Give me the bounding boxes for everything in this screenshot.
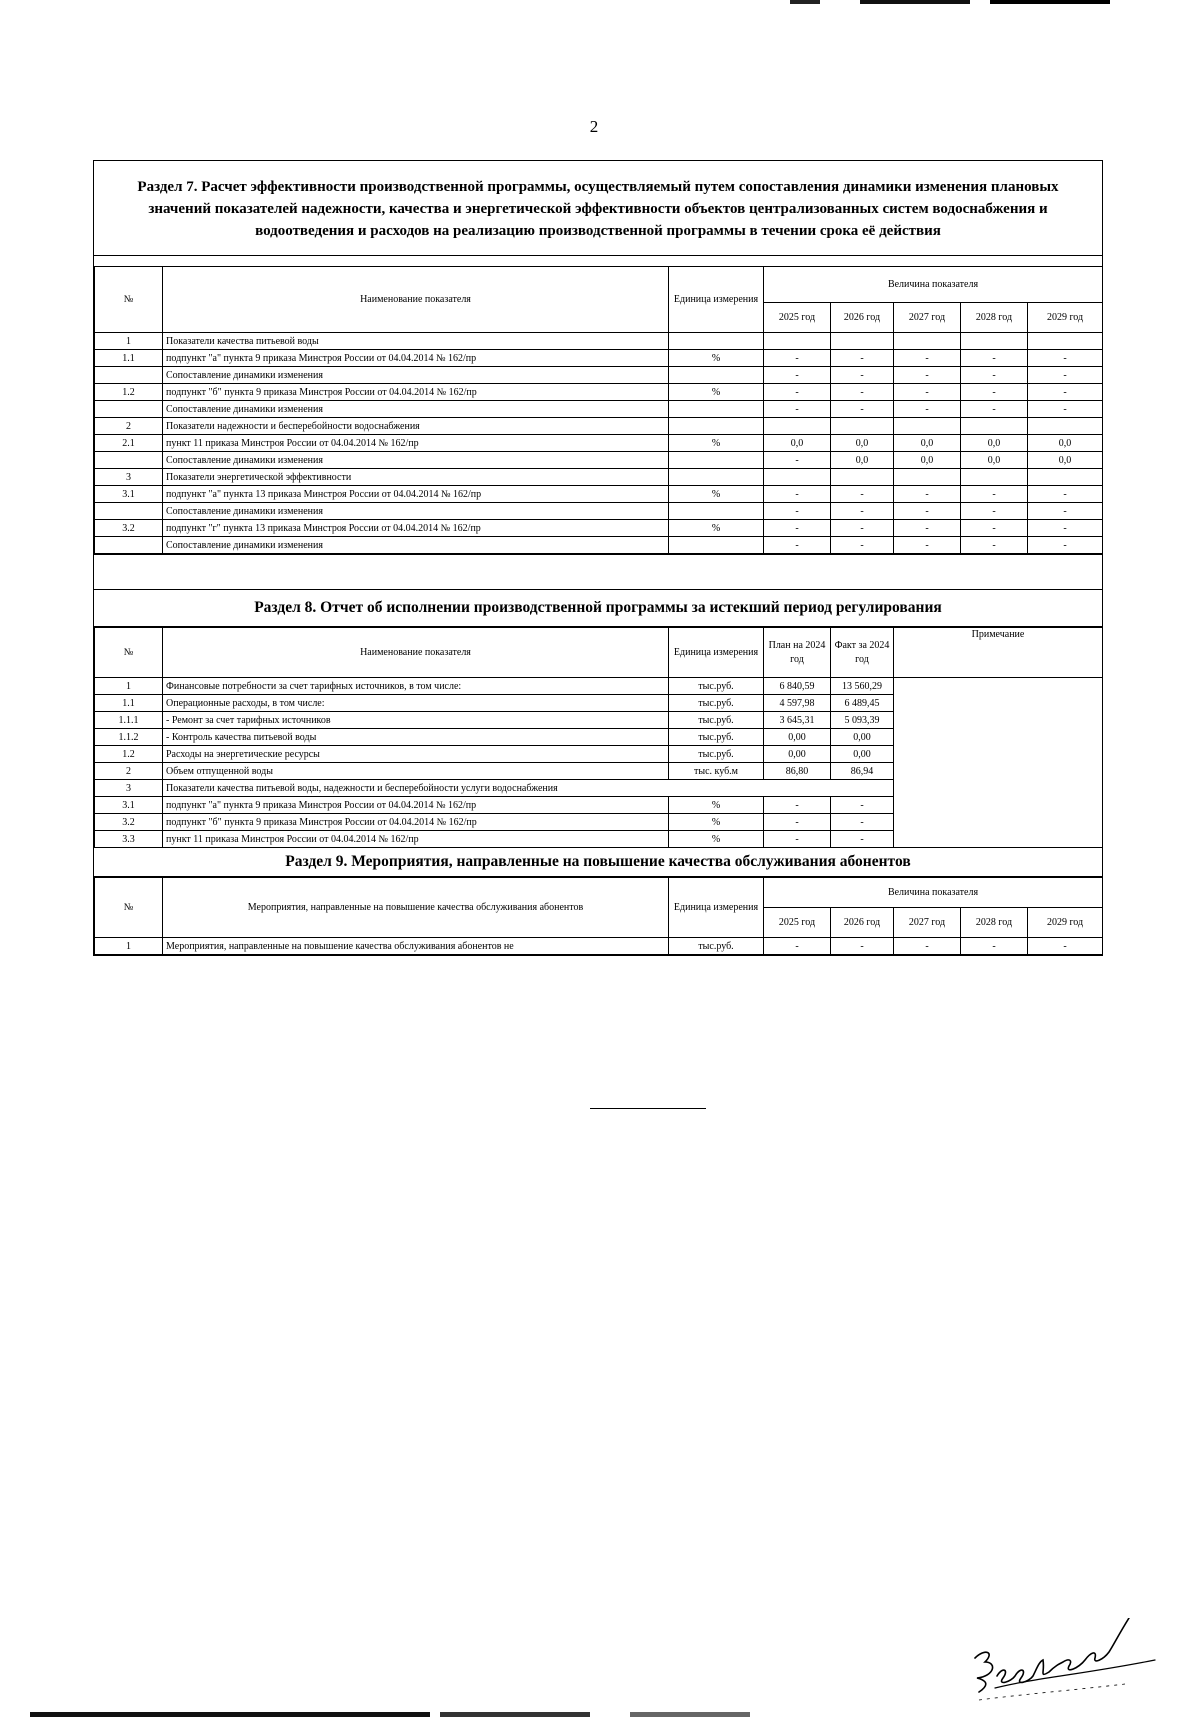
section7-rows — [95, 333, 1103, 554]
row-number — [95, 537, 163, 554]
table-row — [95, 418, 1103, 435]
indicator-name: Сопоставление динамики изменения — [163, 537, 669, 554]
table-row — [95, 537, 1103, 554]
s9-year-3: 2027 год — [894, 908, 961, 938]
value-cell: - — [961, 486, 1028, 503]
row-number: 1 — [95, 678, 163, 695]
row-number: 1.1.1 — [95, 712, 163, 729]
row-number — [95, 367, 163, 384]
value-cell — [961, 418, 1028, 435]
value-cell: 0,0 — [1028, 435, 1103, 452]
row-number: 3.3 — [95, 831, 163, 848]
s8-head-fact: Факт за 2024 год — [831, 628, 894, 678]
value-cell: 0,0 — [894, 452, 961, 469]
s9-head-unit: Единица измерения — [669, 878, 764, 938]
value-cell: - — [831, 520, 894, 537]
measure-name: Мероприятия, направленные на повышение качества обслуживания абонентов не — [163, 938, 669, 955]
row-number: 3 — [95, 469, 163, 486]
value-cell: 0,0 — [831, 452, 894, 469]
value-cell — [1028, 469, 1103, 486]
value-cell — [831, 418, 894, 435]
fact-cell: 0,00 — [831, 746, 894, 763]
note-cell — [894, 678, 1103, 848]
page-number: 2 — [589, 117, 599, 136]
value-cell — [1028, 418, 1103, 435]
value-cell: - — [831, 350, 894, 367]
row-number: 3.2 — [95, 814, 163, 831]
plan-cell: - — [764, 831, 831, 848]
value-cell: - — [961, 401, 1028, 418]
indicator-name: Показатели энергетической эффективности — [163, 469, 669, 486]
value-cell: 0,0 — [894, 435, 961, 452]
s9-head-num: № — [95, 878, 163, 938]
plan-cell: 86,80 — [764, 763, 831, 780]
value-cell: - — [831, 367, 894, 384]
value-cell: - — [764, 350, 831, 367]
value-cell: - — [961, 537, 1028, 554]
value-cell: - — [894, 537, 961, 554]
s7-year-4: 2028 год — [961, 303, 1028, 333]
value-cell: - — [1028, 520, 1103, 537]
indicator-name: Сопоставление динамики изменения — [163, 401, 669, 418]
indicator-name: подпункт "а" пункта 9 приказа Минстроя России от 04.04.2014 № 162/пр — [163, 797, 669, 814]
s7-year-1: 2025 год — [764, 303, 831, 333]
value-cell — [894, 418, 961, 435]
value-cell: - — [961, 938, 1028, 955]
value-cell: 0,0 — [1028, 452, 1103, 469]
unit-cell: тыс.руб. — [669, 938, 764, 955]
value-cell: - — [764, 938, 831, 955]
document-frame — [93, 160, 1103, 956]
indicator-name: подпункт "а" пункта 9 приказа Минстроя России от 04.04.2014 № 162/пр — [163, 350, 669, 367]
section9-rows — [95, 938, 1103, 955]
value-cell: - — [831, 401, 894, 418]
value-cell: - — [831, 503, 894, 520]
value-cell: - — [894, 520, 961, 537]
value-cell: - — [764, 520, 831, 537]
section7-table — [94, 266, 1103, 554]
value-cell: - — [894, 503, 961, 520]
value-cell: - — [894, 401, 961, 418]
row-number: 1.1 — [95, 695, 163, 712]
unit-cell: тыс.руб. — [669, 746, 764, 763]
fact-cell: 6 489,45 — [831, 695, 894, 712]
row-number: 1.2 — [95, 746, 163, 763]
unit-cell — [669, 537, 764, 554]
row-number: 2.1 — [95, 435, 163, 452]
value-cell: - — [894, 938, 961, 955]
separator-line — [590, 1108, 706, 1109]
indicator-name: пункт 11 приказа Минстроя России от 04.04.2014 № 162/пр — [163, 435, 669, 452]
unit-cell: тыс.руб. — [669, 678, 764, 695]
plan-cell: 3 645,31 — [764, 712, 831, 729]
s7-year-3: 2027 год — [894, 303, 961, 333]
scan-artifact-bottom — [30, 1712, 750, 1717]
unit-cell: % — [669, 435, 764, 452]
indicator-name: подпункт "г" пункта 13 приказа Минстроя России от 04.04.2014 № 162/пр — [163, 520, 669, 537]
section8-title: Раздел 8. Отчет об исполнении производственной программы за истекший период регулирования — [94, 589, 1102, 627]
value-cell — [894, 469, 961, 486]
section7-spacer — [94, 554, 1102, 589]
plan-cell: - — [764, 814, 831, 831]
unit-cell: тыс.руб. — [669, 712, 764, 729]
indicator-name: Показатели качества питьевой воды, надежности и бесперебойности услуги водоснабжения — [163, 780, 894, 797]
s8-head-plan: План на 2024 год — [764, 628, 831, 678]
table-row — [95, 452, 1103, 469]
fact-cell: - — [831, 831, 894, 848]
value-cell: 0,0 — [961, 435, 1028, 452]
unit-cell — [669, 469, 764, 486]
value-cell: - — [1028, 503, 1103, 520]
indicator-name: подпункт "б" пункта 9 приказа Минстроя России от 04.04.2014 № 162/пр — [163, 384, 669, 401]
handwritten-signature — [955, 1618, 1185, 1708]
section9-title: Раздел 9. Мероприятия, направленные на повышение качества обслуживания абонентов — [94, 848, 1102, 877]
row-number: 1 — [95, 333, 163, 350]
row-number — [95, 503, 163, 520]
table-row — [95, 350, 1103, 367]
value-cell: - — [1028, 486, 1103, 503]
section8-rows — [95, 678, 1103, 848]
value-cell: - — [764, 537, 831, 554]
row-number: 2 — [95, 763, 163, 780]
value-cell: - — [1028, 401, 1103, 418]
value-cell — [764, 333, 831, 350]
row-number: 3 — [95, 780, 163, 797]
value-cell: - — [831, 486, 894, 503]
value-cell: - — [764, 503, 831, 520]
value-cell — [894, 333, 961, 350]
value-cell: - — [894, 384, 961, 401]
value-cell: - — [764, 401, 831, 418]
s9-year-4: 2028 год — [961, 908, 1028, 938]
plan-cell: - — [764, 797, 831, 814]
value-cell: - — [961, 520, 1028, 537]
indicator-name: - Контроль качества питьевой воды — [163, 729, 669, 746]
value-cell: - — [961, 367, 1028, 384]
table-row — [95, 678, 1103, 695]
value-cell — [764, 418, 831, 435]
value-cell — [764, 469, 831, 486]
value-cell — [831, 333, 894, 350]
value-cell — [961, 333, 1028, 350]
indicator-name: Финансовые потребности за счет тарифных источников, в том числе: — [163, 678, 669, 695]
unit-cell: % — [669, 814, 764, 831]
unit-cell — [669, 333, 764, 350]
table-row — [95, 503, 1103, 520]
s7-head-unit: Единица измерения — [669, 267, 764, 333]
s9-year-2: 2026 год — [831, 908, 894, 938]
unit-cell — [669, 401, 764, 418]
scan-artifact-top — [760, 0, 1110, 4]
plan-cell: 4 597,98 — [764, 695, 831, 712]
row-number: 3.1 — [95, 486, 163, 503]
value-cell: - — [894, 367, 961, 384]
unit-cell: тыс. куб.м — [669, 763, 764, 780]
row-number: 3.2 — [95, 520, 163, 537]
table-row — [95, 486, 1103, 503]
unit-cell — [669, 367, 764, 384]
value-cell: - — [961, 350, 1028, 367]
fact-cell: 86,94 — [831, 763, 894, 780]
row-number — [95, 452, 163, 469]
s7-year-5: 2029 год — [1028, 303, 1103, 333]
s7-head-value: Величина показателя — [764, 267, 1103, 303]
s8-head-note: Примечание — [894, 628, 1103, 678]
indicator-name: Показатели надежности и бесперебойности водоснабжения — [163, 418, 669, 435]
row-number: 1.1 — [95, 350, 163, 367]
value-cell: - — [831, 537, 894, 554]
indicator-name: Сопоставление динамики изменения — [163, 452, 669, 469]
value-cell — [831, 469, 894, 486]
value-cell: - — [764, 486, 831, 503]
row-number: 1 — [95, 938, 163, 955]
value-cell: - — [1028, 537, 1103, 554]
s8-head-unit: Единица измерения — [669, 628, 764, 678]
table-row — [95, 938, 1103, 955]
table-row — [95, 469, 1103, 486]
table-row — [95, 435, 1103, 452]
s7-head-num: № — [95, 267, 163, 333]
value-cell: - — [894, 486, 961, 503]
indicator-name: Расходы на энергетические ресурсы — [163, 746, 669, 763]
indicator-name: - Ремонт за счет тарифных источников — [163, 712, 669, 729]
s8-head-num: № — [95, 628, 163, 678]
table-row — [95, 333, 1103, 350]
section7-title: Раздел 7. Расчет эффективности производственной программы, осуществляемый путем сопоставления динамики изменения плановых значений показателей надежности, качества и энергетической эффективности объектов централизованных систем водоснабжения и водоотведения и расходов на реализацию производственной программы в течении срока её действия — [94, 161, 1102, 256]
value-cell: 0,0 — [831, 435, 894, 452]
plan-cell: 6 840,59 — [764, 678, 831, 695]
s7-year-2: 2026 год — [831, 303, 894, 333]
fact-cell: 13 560,29 — [831, 678, 894, 695]
s8-head-name: Наименование показателя — [163, 628, 669, 678]
plan-cell: 0,00 — [764, 729, 831, 746]
table-row — [95, 384, 1103, 401]
value-cell: 0,0 — [764, 435, 831, 452]
s7-head-name: Наименование показателя — [163, 267, 669, 333]
row-number: 3.1 — [95, 797, 163, 814]
s9-head-name: Мероприятия, направленные на повышение качества обслуживания абонентов — [163, 878, 669, 938]
plan-cell: 0,00 — [764, 746, 831, 763]
row-number: 1.2 — [95, 384, 163, 401]
value-cell: - — [894, 350, 961, 367]
s9-year-5: 2029 год — [1028, 908, 1103, 938]
unit-cell: тыс.руб. — [669, 729, 764, 746]
indicator-name: Показатели качества питьевой воды — [163, 333, 669, 350]
section8-table — [94, 627, 1103, 848]
unit-cell: % — [669, 384, 764, 401]
value-cell — [1028, 333, 1103, 350]
table-row — [95, 520, 1103, 537]
value-cell — [961, 469, 1028, 486]
unit-cell — [669, 452, 764, 469]
s9-year-1: 2025 год — [764, 908, 831, 938]
value-cell: - — [831, 938, 894, 955]
unit-cell: % — [669, 797, 764, 814]
indicator-name: подпункт "а" пункта 13 приказа Минстроя России от 04.04.2014 № 162/пр — [163, 486, 669, 503]
unit-cell: тыс.руб. — [669, 695, 764, 712]
value-cell: - — [1028, 938, 1103, 955]
unit-cell: % — [669, 520, 764, 537]
fact-cell: 0,00 — [831, 729, 894, 746]
indicator-name: пункт 11 приказа Минстроя России от 04.04.2014 № 162/пр — [163, 831, 669, 848]
value-cell: - — [961, 503, 1028, 520]
s9-head-value: Величина показателя — [764, 878, 1103, 908]
table-row — [95, 367, 1103, 384]
unit-cell: % — [669, 350, 764, 367]
value-cell: - — [1028, 350, 1103, 367]
value-cell: - — [764, 384, 831, 401]
value-cell: - — [961, 384, 1028, 401]
value-cell: - — [1028, 367, 1103, 384]
indicator-name: Операционные расходы, в том числе: — [163, 695, 669, 712]
indicator-name: Объем отпущенной воды — [163, 763, 669, 780]
unit-cell — [669, 503, 764, 520]
value-cell: - — [831, 384, 894, 401]
indicator-name: Сопоставление динамики изменения — [163, 367, 669, 384]
unit-cell: % — [669, 831, 764, 848]
fact-cell: - — [831, 797, 894, 814]
row-number — [95, 401, 163, 418]
value-cell: 0,0 — [961, 452, 1028, 469]
unit-cell: % — [669, 486, 764, 503]
indicator-name: подпункт "б" пункта 9 приказа Минстроя России от 04.04.2014 № 162/пр — [163, 814, 669, 831]
fact-cell: - — [831, 814, 894, 831]
value-cell: - — [764, 367, 831, 384]
fact-cell: 5 093,39 — [831, 712, 894, 729]
unit-cell — [669, 418, 764, 435]
section7-gap — [94, 256, 1102, 266]
value-cell: - — [1028, 384, 1103, 401]
section9-table — [94, 877, 1103, 955]
row-number: 1.1.2 — [95, 729, 163, 746]
indicator-name: Сопоставление динамики изменения — [163, 503, 669, 520]
value-cell: - — [764, 452, 831, 469]
table-row — [95, 401, 1103, 418]
row-number: 2 — [95, 418, 163, 435]
